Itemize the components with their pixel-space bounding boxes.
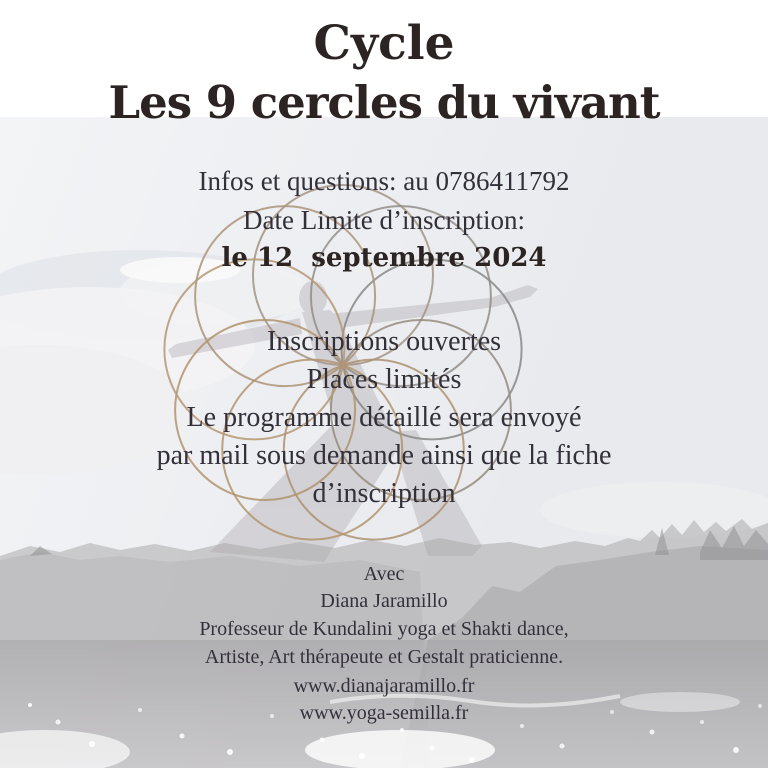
presenter-name: Diana Jaramillo <box>320 590 448 612</box>
program-info-line-3: d’inscription <box>312 478 456 509</box>
contact-info: Infos et questions: au 0786411792 <box>198 166 570 196</box>
registration-status: Inscriptions ouvertes <box>266 326 502 357</box>
presenter-role-2: Artiste, Art thérapeute et Gestalt praticienne. <box>204 646 564 668</box>
program-info-line-1: Le programme détaillé sera envoyé <box>186 402 582 433</box>
program-info-line-2: par mail sous demande ainsi que la fiche <box>156 440 612 471</box>
presenter-role-1: Professeur de Kundalini yoga et Shakti dance, <box>199 618 569 640</box>
places-limited: Places limités <box>306 364 462 395</box>
website-yoga-semilla: www.yoga-semilla.fr <box>299 702 469 724</box>
deadline-label: Date Limite d’inscription: <box>243 205 525 235</box>
website-dianajaramillo: www.dianajaramillo.fr <box>293 675 475 697</box>
title-line-2: Les 9 cercles du vivant <box>108 76 660 129</box>
deadline-date: le 12 septembre 2024 <box>221 243 547 273</box>
presenter-intro: Avec <box>363 563 405 585</box>
title-line-1: Cycle <box>313 16 455 71</box>
